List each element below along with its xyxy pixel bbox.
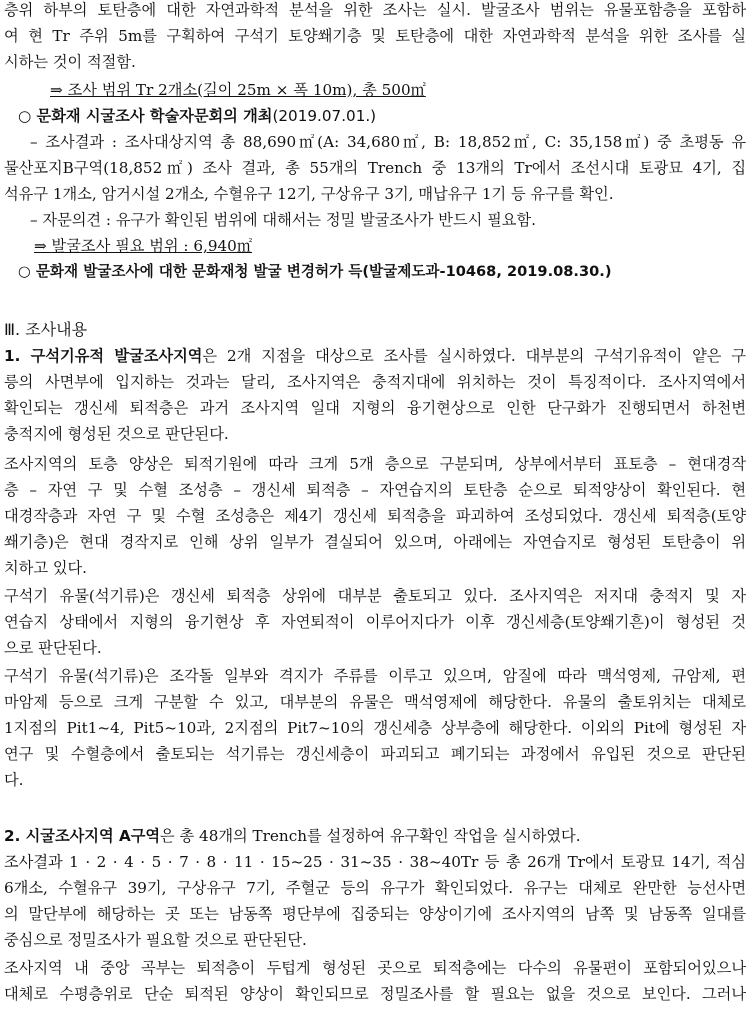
text-line: 시하는 것이 적절함.	[4, 53, 136, 71]
subsection-title: 2. 시굴조사지역 A구역	[4, 827, 161, 845]
text-line: 대경작층과 자연 구 및 수혈 조성층은 제4기 갱신세 퇴적층을 파괴하여 조성되었다. 갱신세 퇴적층(토양	[4, 507, 746, 525]
advisory-title-text: ○ 문화재 시굴조사 학술자문회의 개최	[18, 107, 273, 125]
text-line: 층 – 자연 구 및 수혈 조성층 – 갱신세 퇴적층 – 자연습지의 토탄층 순으로 퇴적양상이 확인된다. 현	[4, 481, 746, 499]
text-line: 조사지역의 토층 양상은 퇴적기원에 따라 크게 5개 층으로 구분되며, 상부에서부터 표토층 – 현대경작	[4, 455, 746, 473]
text-line: – 조사결과 : 조사대상지역 총 88,690㎡(A: 34,680㎡, B: 18,852㎡, C: 35,158㎡) 중 초평동 유	[30, 133, 746, 151]
text-line: 연습지 상태에서 지형의 융기현상 후 자연퇴적이 이루어지다가 이후 갱신세층(토양쐐기흔)이 형성된 것	[4, 613, 746, 631]
text-line: 다.	[4, 771, 24, 789]
text-span: 은 총 48개의 Trench를 설정하여 유구확인 작업을 실시하였다.	[160, 827, 581, 845]
text-line: 연구 및 수혈층에서 출토되는 석기류는 갱신세층이 파괴되고 폐기되는 과정에서 유입된 것으로 판단된	[4, 745, 746, 763]
survey-scope-note: ⇒ 조사 범위 Tr 2개소(길이 25m × 폭 10m), 총 500㎡	[50, 81, 426, 99]
text-line: 조사결과 1 · 2 · 4 · 5 · 7 · 8 · 11 · 15~25 · 31~35 · 38~40Tr 등 총 26개 Tr에서 토광묘 14기, 적심	[4, 853, 746, 871]
text-line: 충적지에 형성된 것으로 판단된다.	[4, 425, 229, 443]
text-line: 구석기 유물(석기류)은 조각돌 일부와 격지가 주류를 이루고 있으며, 암질에 따라 맥석영제, 규암제, 편	[4, 667, 746, 685]
text-line: 마암제 등으로 크게 구분할 수 있고, 대부분의 유물은 맥석영제에 해당한다. 유물의 출토위치는 대체로	[4, 693, 746, 711]
text-span: 은 2개 지점을 대상으로 조사를 실시하였다. 대부분의 구석기유적이 얕은 구	[202, 347, 747, 365]
text-line	[4, 346, 746, 366]
text-line: 릉의 사면부에 입지하는 것과는 달리, 조사지역은 충적지대에 위치하는 것이 특징적이다. 조사지역에서	[4, 373, 746, 391]
text-line	[4, 826, 581, 846]
text-line: 6개소, 수혈유구 39기, 구상유구 7기, 주혈군 등의 유구가 확인되었다. 유구는 대체로 완만한 능선사면	[4, 879, 746, 897]
text-line: 물산포지B구역(18,852㎡) 조사 결과, 총 55개의 Trench 중 13개의 Tr에서 조선시대 토광묘 4기, 집	[4, 159, 746, 177]
advisory-meeting-title	[18, 106, 376, 126]
text-line: 대체로 수평층위로 단순 퇴적된 양상이 확인되므로 정밀조사를 할 필요는 없을 것으로 보인다. 그러나	[4, 985, 746, 1003]
text-line: 으로 판단된다.	[4, 639, 102, 657]
text-line: 치하고 있다.	[4, 559, 88, 577]
advisory-opinion: – 자문의견 : 유구가 확인된 범위에 대해서는 정밀 발굴조사가 반드시 필요함.	[30, 211, 536, 229]
text-line: 층위 하부의 토탄층에 대한 자연과학적 분석을 위한 조사는 실시. 발굴조사 범위는 유물포함층을 포함하	[4, 1, 746, 19]
text-line: 의 말단부에 해당하는 곳 또는 남동쪽 평단부에 집중되는 양상이기에 조사지역의 남쪽 및 남동쪽 일대를	[4, 905, 746, 923]
text-line: 석유구 1개소, 암거시설 2개소, 수혈유구 12기, 구상유구 3기, 매납유구 1기 등 유구를 확인.	[4, 185, 614, 203]
text-line: 중심으로 정밀조사가 필요할 것으로 판단된단.	[4, 931, 307, 949]
excavation-scope-note: ⇒ 발굴조사 필요 범위 : 6,940㎡	[34, 237, 253, 255]
advisory-title-date: (2019.07.01.)	[272, 107, 377, 125]
text-line: 여 현 Tr 주위 5m를 구획하여 구석기 토양쐐기층 및 토탄층에 대한 자연과학적 분석을 위한 조사를 실	[4, 27, 746, 45]
text-line: 구석기 유물(석기류)은 갱신세 퇴적층 상위에 대부분 출토되고 있다. 조사지역은 저지대 충적지 및 자	[4, 587, 746, 605]
subsection-title: 1. 구석기유적 발굴조사지역	[4, 347, 203, 365]
text-line: 1지점의 Pit1~4, Pit5~10과, 2지점의 Pit7~10의 갱신세층 상부층에 해당한다. 이외의 Pit에 형성된 자	[4, 719, 746, 737]
permit-title: ○ 문화재 발굴조사에 대한 문화재청 발굴 변경허가 득(발굴제도과-10468, 2019.08.30.)	[18, 263, 612, 280]
section-heading: Ⅲ. 조사내용	[4, 320, 88, 339]
text-line: 조사지역 내 중앙 곡부는 퇴적층이 두텁게 형성된 곳으로 퇴적층에는 다수의 유물편이 포함되어있으나	[4, 959, 746, 977]
text-line: 쐐기층)은 현대 경작지로 인해 상위 일부가 결실되어 있으며, 아래에는 자연습지로 형성된 토탄층이 위	[4, 533, 746, 551]
text-line: 확인되는 갱신세 퇴적층은 과거 조사지역 일대 지형의 융기현상으로 인한 단구화가 진행되면서 하천변	[4, 399, 746, 417]
